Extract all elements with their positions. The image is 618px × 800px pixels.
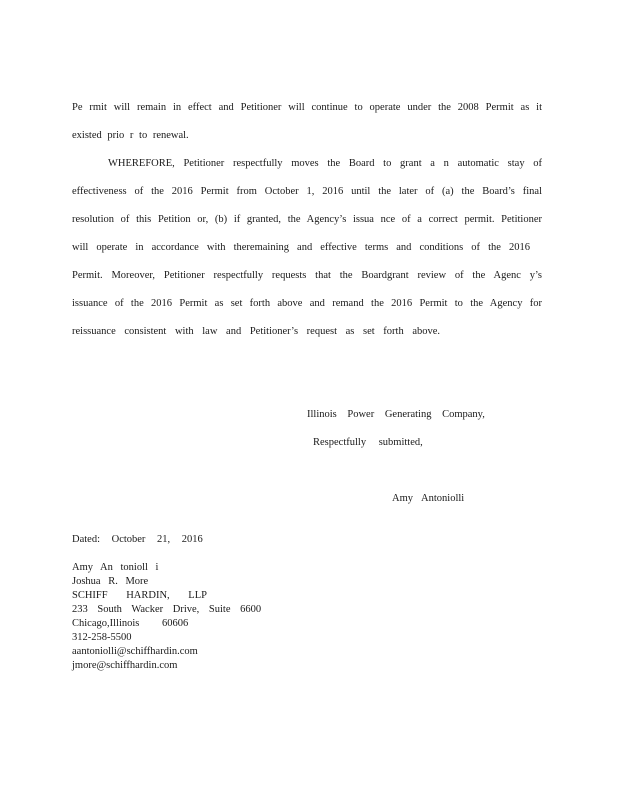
contact-phone: 312-258-5500: [72, 632, 132, 643]
signature-name: Amy Antoniolli: [392, 493, 465, 504]
contact-email-2[interactable]: jmore@schiffhardin.com: [72, 660, 178, 671]
body-line: WHEREFORE, Petitioner respectfully moves the Board to grant a n automatic stay of: [108, 158, 542, 169]
contact-name-2: Joshua R. More: [72, 576, 149, 587]
body-line: existed prio r to renewal.: [72, 130, 189, 141]
contact-firm: SCHIFF HARDIN, LLP: [72, 590, 207, 601]
signature-closing: Respectfully submitted,: [313, 437, 423, 448]
body-line: Permit. Moreover, Petitioner respectfully requests that the Boardgrant review of the Agenc y’s: [72, 270, 542, 281]
body-line: effectiveness of the 2016 Permit from October 1, 2016 until the later of (a) the Board’s final: [72, 186, 542, 197]
contact-street: 233 South Wacker Drive, Suite 6600: [72, 604, 262, 615]
body-line: resolution of this Petition or, (b) if granted, the Agency’s issua nce of a correct permit. Petitioner: [72, 214, 542, 225]
contact-city: Chicago,Illinois 60606: [72, 618, 189, 629]
dated-line: Dated: October 21, 2016: [72, 534, 203, 545]
contact-email-1[interactable]: aantoniolli@schiffhardin.com: [72, 646, 198, 657]
signature-company: Illinois Power Generating Company,: [307, 409, 485, 420]
contact-name-1: Amy An tonioll i: [72, 562, 159, 573]
body-line: will operate in accordance with theremaining and effective terms and conditions of the 2016: [72, 242, 530, 253]
body-line: issuance of the 2016 Permit as set forth above and remand the 2016 Permit to the Agency for: [72, 298, 542, 309]
body-line: Pe rmit will remain in effect and Petitioner will continue to operate under the 2008 Permit as it: [72, 102, 542, 113]
body-line: reissuance consistent with law and Petitioner’s request as set forth above.: [72, 326, 441, 337]
